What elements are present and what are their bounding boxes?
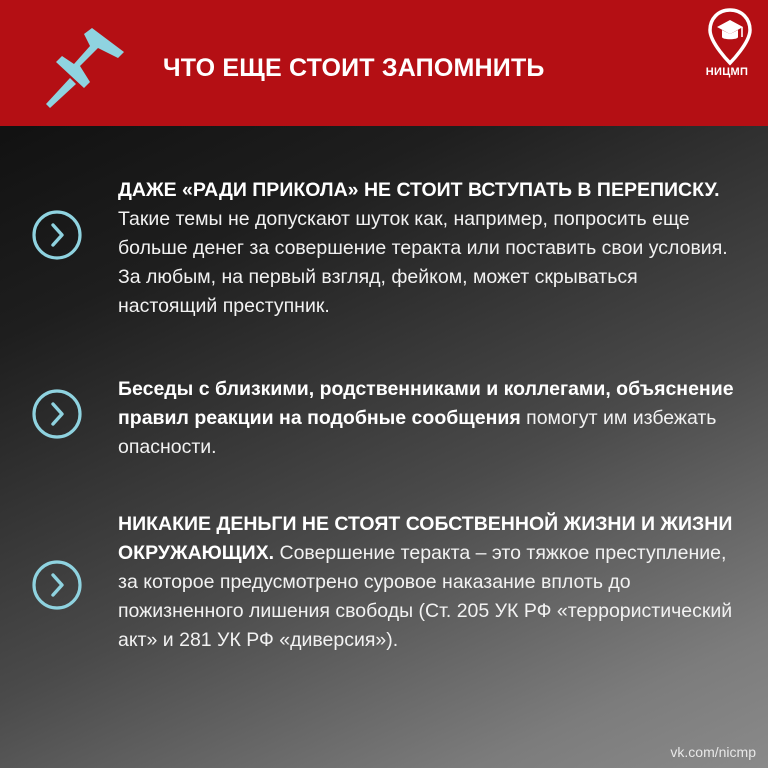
header-banner [0,0,768,126]
item-body: Совершение теракта – это тяжкое преступление, за которое предусмотрено суровое наказание вплоть до пожизненного лишения свободы (Ст. 205 УК РФ «террористический акт» и 281 УК РФ «диверсия»). [118,542,733,651]
item-body: Такие темы не допускают шуток как, например, попросить еще больше денег за совершение теракта или поставить свои условия. За любым, на первый взгляд, фейком, может скрываться настоящий преступник. [118,208,728,317]
item-body: помогут им избежать опасности. [118,407,717,458]
chevron-right-circle-icon [30,558,84,612]
item-heading: НИКАКИЕ ДЕНЬГИ НЕ СТОЯТ СОБСТВЕННОЙ ЖИЗНИ И ЖИЗНИ ОКРУЖАЮЩИХ. [118,513,733,564]
page-title: ЧТО ЕЩЕ СТОИТ ЗАПОМНИТЬ [163,54,545,82]
item-text [118,375,738,462]
chevron-right-circle-icon [30,387,84,441]
item-heading: Беседы с близкими, родственниками и коллегами, объяснение правил реакции на подобные сообщения [118,378,734,429]
pushpin-icon [40,18,136,114]
logo [686,8,768,84]
logo-text: НИЦМП [705,66,749,78]
chevron-right-circle-icon [30,208,84,262]
item-text [118,176,738,321]
map-marker-graduation-cap-icon [707,8,753,66]
item-heading: ДАЖЕ «РАДИ ПРИКОЛА» НЕ СТОИТ ВСТУПАТЬ В ПЕРЕПИСКУ. [118,179,720,201]
footer-link[interactable]: vk.com/nicmp [670,744,756,760]
item-text [118,510,738,655]
